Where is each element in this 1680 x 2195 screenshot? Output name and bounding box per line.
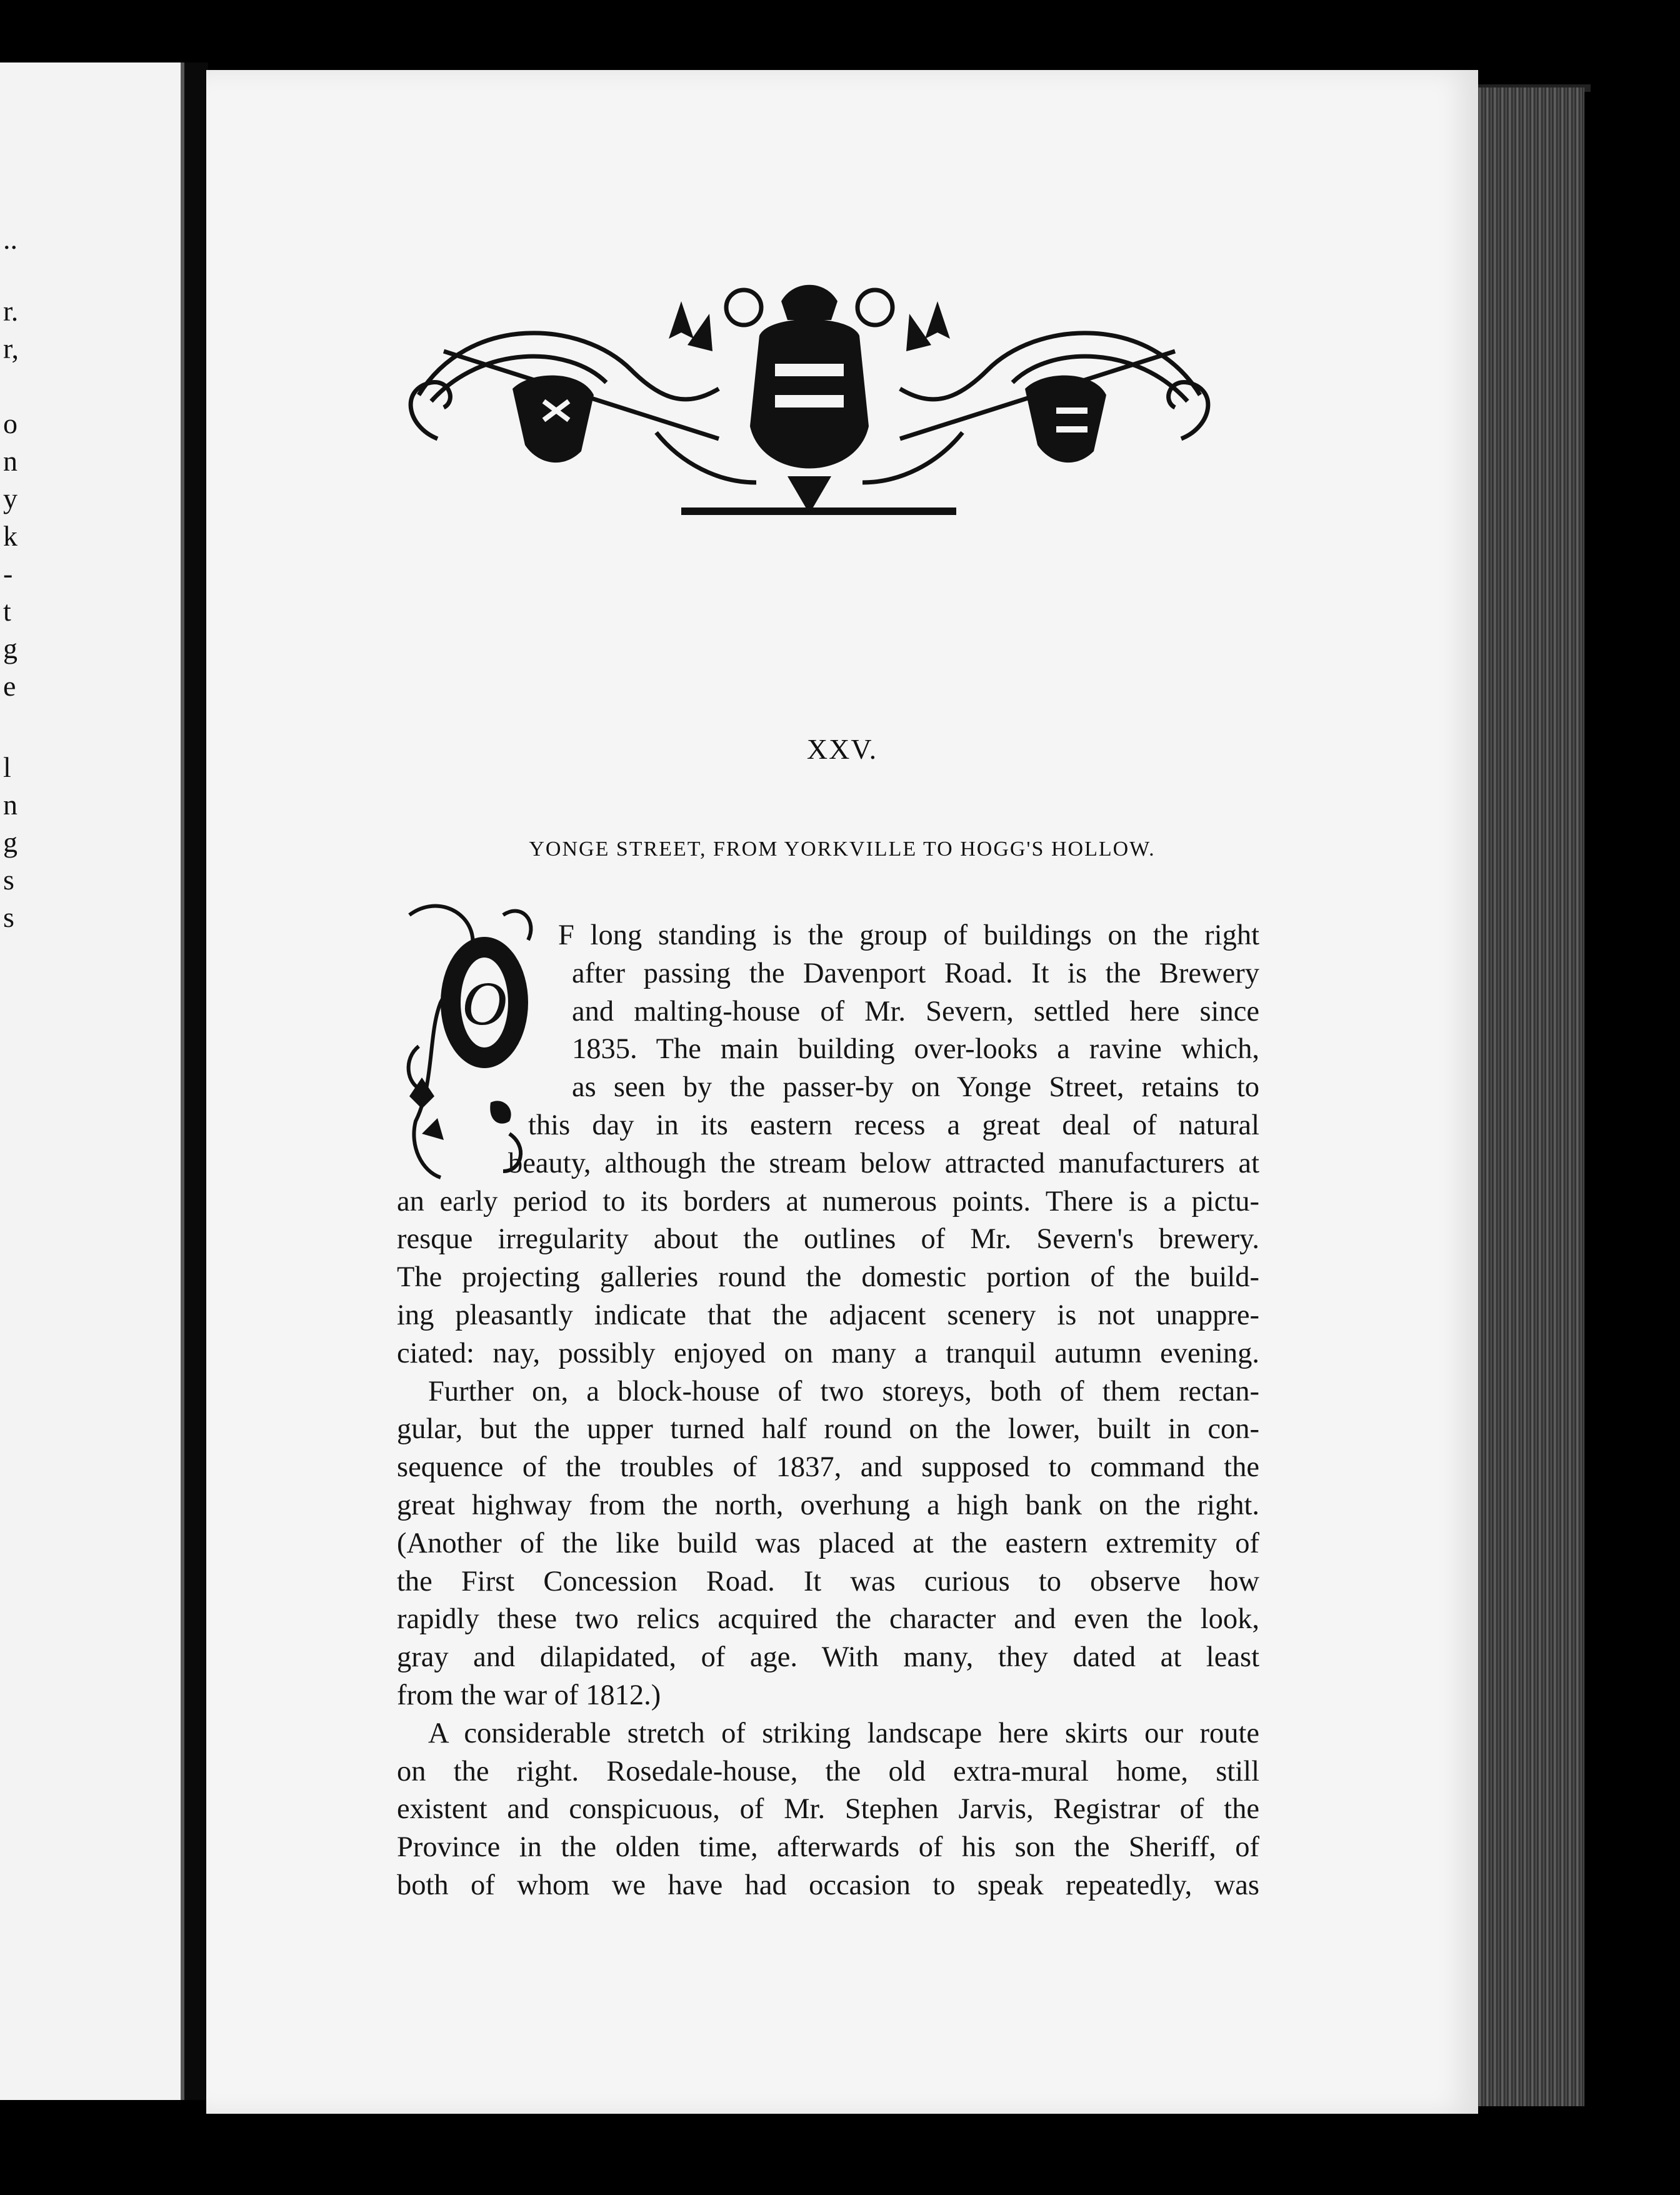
text-line: an early period to its borders at numerous points. There is a pictu-: [397, 1185, 1259, 1218]
book-page-edges: [1478, 88, 1584, 2106]
left-page-fragment: ..: [3, 223, 18, 255]
left-page-fragment: k: [3, 520, 18, 552]
left-page-fragment: g: [3, 632, 18, 664]
left-page-fragment: n: [3, 445, 18, 477]
text-line: gray and dilapidated, of age. With many, they dated at least: [397, 1641, 1259, 1674]
paragraph: [397, 1373, 1259, 1715]
text-line: as seen by the passer-by on Yonge Street, retains to: [572, 1071, 1259, 1104]
text-line: beauty, although the stream below attracted manufacturers at: [508, 1147, 1259, 1179]
paragraph: [397, 917, 1259, 1373]
book-gutter: [184, 62, 208, 2100]
text-line: (Another of the like build was placed at the eastern extremity of: [397, 1527, 1259, 1559]
left-page-fragment: l: [3, 751, 11, 783]
dropcap-letter: O: [461, 969, 508, 1038]
left-page-fragment: r,: [3, 332, 19, 364]
book-page: [206, 70, 1478, 2114]
text-line: this day in its eastern recess a great deal of natural: [528, 1109, 1259, 1141]
text-line: 1835. The main building over-looks a ravine which,: [572, 1033, 1259, 1066]
body-text: [397, 917, 1259, 1905]
chapter-numeral: XXV.: [806, 733, 878, 765]
text-line: gular, but the upper turned half round on the lower, built in con-: [397, 1413, 1259, 1446]
left-page-fragment: n: [3, 789, 18, 821]
text-line: F long standing is the group of buildings on the right: [558, 919, 1259, 951]
paragraph: [397, 1715, 1259, 1905]
text-line: resque irregularity about the outlines of Mr. Severn's brewery.: [397, 1223, 1259, 1256]
chapter-title: YONGE STREET, FROM YORKVILLE TO HOGG'S HOLLOW.: [529, 838, 1156, 861]
left-page-fragment: e: [3, 670, 16, 702]
text-line: great highway from the north, overhung a high bank on the right.: [397, 1489, 1259, 1521]
headpiece-ornament-icon: [394, 276, 1225, 564]
left-page-fragment: g: [3, 826, 18, 858]
text-line: ing pleasantly indicate that the adjacent scenery is not unappre-: [397, 1299, 1259, 1331]
text-line: existent and conspicuous, of Mr. Stephen Jarvis, Registrar of the: [397, 1793, 1259, 1826]
left-page-fragment: s: [3, 864, 14, 896]
left-page-fragment: r.: [3, 295, 19, 327]
text-line: and malting-house of Mr. Severn, settled here since: [572, 995, 1259, 1028]
text-line: ciated: nay, possibly enjoyed on many a tranquil autumn evening.: [397, 1337, 1259, 1369]
left-page-fragment: o: [3, 408, 18, 439]
text-line: the First Concession Road. It was curious to observe how: [397, 1565, 1259, 1598]
text-line: Province in the olden time, afterwards of his son the Sheriff, of: [397, 1831, 1259, 1864]
text-line: after passing the Davenport Road. It is the Brewery: [572, 957, 1259, 989]
left-page-fragment: s: [3, 901, 14, 933]
text-line: A considerable stretch of striking landscape here skirts our route: [428, 1717, 1259, 1749]
left-page-fragment: t: [3, 595, 11, 627]
text-line: The projecting galleries round the domestic portion of the build-: [397, 1261, 1259, 1294]
text-line: rapidly these two relics acquired the character and even the look,: [397, 1603, 1259, 1636]
text-line: both of whom we have had occasion to speak repeatedly, was: [397, 1869, 1259, 1901]
text-line: from the war of 1812.): [397, 1679, 661, 1711]
text-line: Further on, a block-house of two storeys, both of them rectan-: [428, 1375, 1259, 1408]
text-line: sequence of the troubles of 1837, and supposed to command the: [397, 1451, 1259, 1484]
left-page-fragment: -: [3, 558, 13, 589]
left-page-fragment: y: [3, 482, 18, 514]
left-facing-page: [0, 62, 184, 2100]
text-line: on the right. Rosedale-house, the old extra-mural home, still: [397, 1755, 1259, 1788]
